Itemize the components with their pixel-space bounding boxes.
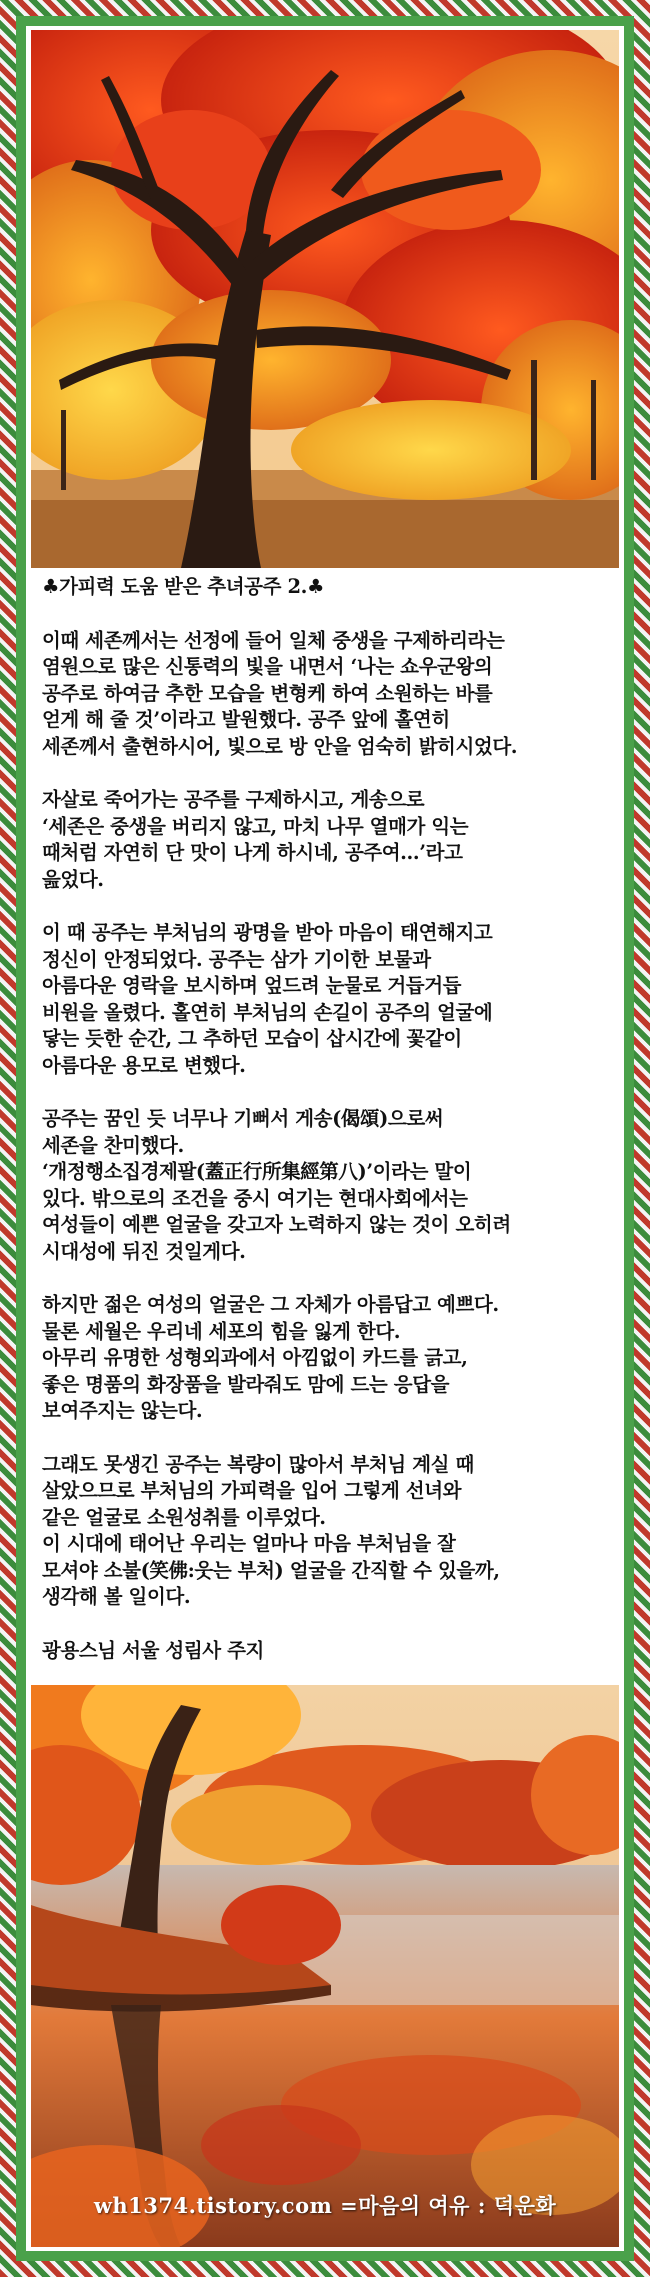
watermark-caption: wh1374.tistory.com =마음의 여유 : 덕운화 bbox=[93, 2193, 557, 2218]
paragraph-2 bbox=[42, 787, 612, 893]
text-line: 같은 얼굴로 소원성취를 이루었다. bbox=[42, 1505, 326, 1529]
text-line: 그래도 못생긴 공주는 복량이 많아서 부처님 계실 때 bbox=[42, 1452, 474, 1476]
text-line: 읊었다. bbox=[42, 867, 104, 891]
text-line: 생각해 볼 일이다. bbox=[42, 1585, 191, 1608]
text-line: 세존께서 출현하시어, 빛으로 방 안을 엄숙히 밝히시었다. bbox=[42, 734, 518, 758]
paragraph-3 bbox=[42, 920, 612, 1079]
autumn-lake-image bbox=[31, 1685, 619, 2247]
text-line: 하지만 젊은 여성의 얼굴은 그 자체가 아름답고 예쁘다. bbox=[42, 1293, 499, 1316]
text-line: 정신이 안정되었다. 공주는 삼가 기이한 보물과 bbox=[42, 947, 431, 971]
paragraph-4 bbox=[42, 1106, 612, 1265]
text-line: ‘세존은 중생을 버리지 않고, 마치 나무 열매가 익는 bbox=[42, 814, 469, 838]
text-line: 이때 세존께서는 선정에 들어 일체 중생을 구제하리라는 bbox=[42, 628, 505, 652]
text-line: 여성들이 예쁜 얼굴을 갖고자 노력하지 않는 것이 오히려 bbox=[42, 1213, 511, 1236]
text-line: 얻게 해 줄 것’이라고 발원했다. 공주 앞에 홀연히 bbox=[42, 708, 450, 731]
text-line: 있다. 밖으로의 조건을 중시 여기는 현대사회에서는 bbox=[42, 1186, 468, 1210]
article-body bbox=[42, 574, 612, 1691]
text-line: 시대성에 뒤진 것일게다. bbox=[42, 1239, 246, 1263]
paragraph-6 bbox=[42, 1452, 612, 1611]
text-line: 자살로 죽어가는 공주를 구제하시고, 게송으로 bbox=[42, 788, 425, 811]
text-line: 세존을 찬미했다. bbox=[42, 1133, 184, 1157]
text-line: 때처럼 자연히 단 맛이 나게 하시네, 공주여…’라고 bbox=[42, 841, 463, 864]
text-line: 닿는 듯한 순간, 그 추하던 모습이 삽시간에 꽃같이 bbox=[42, 1027, 462, 1050]
text-line: 살았으므로 부처님의 가피력을 입어 그렇게 선녀와 bbox=[42, 1479, 462, 1502]
text-line: 보여주지는 않는다. bbox=[42, 1399, 203, 1422]
text-line: 공주로 하여금 추한 모습을 변형케 하여 소원하는 바를 bbox=[42, 681, 493, 705]
autumn-tree-illustration bbox=[31, 30, 619, 568]
author-line: 광용스님 서울 성림사 주지 bbox=[42, 1638, 264, 1662]
text-line: 물론 세월은 우리네 세포의 힘을 잃게 한다. bbox=[42, 1319, 401, 1343]
text-line: 염원으로 많은 신통력의 빛을 내면서 ‘나는 쇼우군왕의 bbox=[42, 655, 493, 678]
text-line: 아름다운 용모로 변했다. bbox=[42, 1053, 246, 1077]
author-signature bbox=[42, 1638, 612, 1665]
text-line: 공주는 꿈인 듯 너무나 기뻐서 게송(偈頌)으로써 bbox=[42, 1107, 444, 1130]
text-line: 이 시대에 태어난 우리는 얼마나 마음 부처님을 잘 bbox=[42, 1532, 456, 1555]
autumn-lake-illustration bbox=[31, 1685, 619, 2247]
article-title-text: ♣가피력 도움 받은 추녀공주 2.♣ bbox=[42, 575, 325, 598]
text-line: 이 때 공주는 부처님의 광명을 받아 마음이 태연해지고 bbox=[42, 921, 493, 944]
text-line: 아무리 유명한 성형외과에서 아낌없이 카드를 긁고, bbox=[42, 1346, 468, 1369]
article-title bbox=[42, 574, 612, 601]
text-line: 비원을 올렸다. 홀연히 부처님의 손길이 공주의 얼굴에 bbox=[42, 1000, 493, 1024]
text-line: 모셔야 소불(笑佛:웃는 부처) 얼굴을 간직할 수 있을까, bbox=[42, 1558, 500, 1582]
text-line: 좋은 명품의 화장품을 발라줘도 맘에 드는 응답을 bbox=[42, 1372, 450, 1396]
text-line: ‘개정행소집경제팔(蓋正行所集經第八)’이라는 말이 bbox=[42, 1160, 472, 1183]
paragraph-1 bbox=[42, 628, 612, 761]
paragraph-5 bbox=[42, 1292, 612, 1425]
text-line: 아름다운 영락을 보시하며 엎드려 눈물로 거듭거듭 bbox=[42, 974, 462, 997]
autumn-tree-image bbox=[31, 30, 619, 568]
